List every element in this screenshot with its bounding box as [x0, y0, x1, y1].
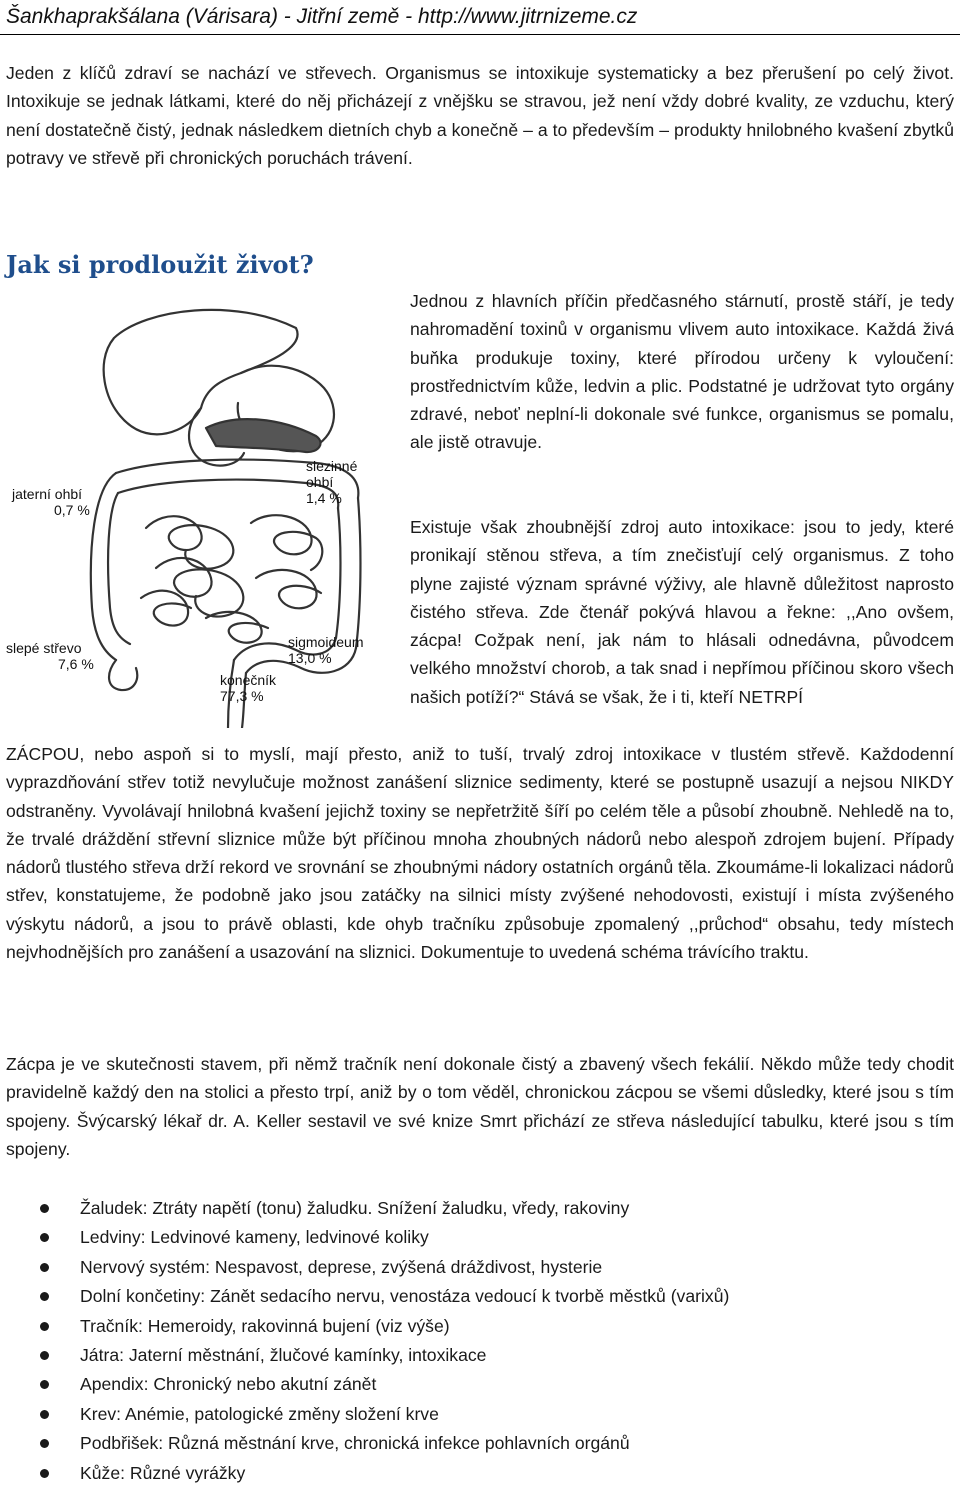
bullet-icon [40, 1322, 49, 1331]
list-item [0, 1459, 729, 1488]
body-paragraph-2: Zácpa je ve skutečnosti stavem, při němž tračník není dokonale čistý a zbavený všech fekálií. Někdo může tedy chodit pravidelně každý den na stolici a přesto trpí, aniž by o tom věděl, chronickou zácpou se všemi důsledky, které jsou s tím spojeny. Švýcarský lékař dr. A. Keller sestavil ve své knize Smrt přichází ze střeva následující tabulku, které jsou s tím spojeny. [6, 1054, 954, 1159]
side-paragraph-1: Jednou z hlavních příčin předčasného stárnutí, prostě stáří, je tedy nahromadění toxinů v organismu vlivem auto intoxikace. Každá živá buňka produkuje toxiny, které přírodou určeny k vyloučení: prostřednictvím kůže, ledvin a plic. Podstatné je udržovat tyto orgány zdravé, neboť neplní-li dokonale své funkce, organismus se pomalu, ale jistě otravuje. [410, 291, 954, 453]
figure-label-value: 0,7 % [54, 502, 90, 518]
figure-label-value: 1,4 % [306, 490, 342, 506]
bullet-icon [40, 1410, 49, 1419]
bullet-icon [40, 1469, 49, 1478]
list-item-text: Žaludek: Ztráty napětí (tonu) žaludku. Snížení žaludku, vředy, rakoviny [80, 1198, 630, 1218]
side-paragraph-2: Existuje však zhoubnější zdroj auto intoxikace: jsou to jedy, které pronikají stěnou střeva, a tím znečisťují celý organismus. Z toho plyne zajisté význam správné výživy, ale hlavně důležitost naprosto čistého střeva. Zde čtenář pokývá hlavou a řekne: ,,Ano ovšem, zácpa! Cožpak není, jak nám to hlásali odnedávna, původcem velkého množství chorob, a tak snad i nepřímou příčinou skoro všech našich potíží?“ Stává se však, že i ti, kteří NETRPÍ [410, 517, 954, 707]
figure-label-value: 77,3 % [220, 688, 264, 704]
page-header-title: Šankhaprakšálana (Várisara) - Jitřní země - http://www.jitrnizeme.cz [6, 5, 638, 28]
list-item-text: Tračník: Hemeroidy, rakovinná bujení (viz výše) [80, 1315, 450, 1336]
bullet-icon [40, 1439, 49, 1448]
list-item-text: Dolní končetiny: Zánět sedacího nervu, venostáza vedoucí k tvorbě městků (varixů) [80, 1286, 730, 1307]
list-item-text: Ledviny: Ledvinové kameny, ledvinové koliky [80, 1227, 429, 1248]
figure-label-text: slepé střevo [6, 640, 82, 656]
bullet-icon [40, 1204, 49, 1213]
list-item-text: Krev: Anémie, patologické změny složení krve [80, 1403, 439, 1424]
list-item-text: Apendix: Chronický nebo akutní zánět [80, 1374, 377, 1395]
figure-label-value: 7,6 % [58, 656, 94, 672]
list-item [0, 1282, 729, 1311]
bullet-icon [40, 1351, 49, 1360]
bullet-icon [40, 1380, 49, 1389]
list-item-text: Játra: Jaterní městnání, žlučové kamínky, intoxikace [80, 1345, 487, 1366]
figure-label-text: slezinné [306, 458, 358, 474]
list-item [0, 1223, 729, 1252]
figure-label-jaterni-ohbi [12, 486, 90, 518]
figure-label-slepe-strevo [6, 640, 94, 672]
figure-label-text: konečník [220, 672, 277, 688]
digestive-tract-figure [6, 288, 402, 728]
list-item [0, 1312, 729, 1341]
list-item [0, 1194, 729, 1223]
figure-label-slezinne-ohbi [306, 458, 357, 506]
bullet-icon [40, 1263, 49, 1272]
list-item [0, 1400, 729, 1429]
list-item [0, 1429, 729, 1458]
list-item [0, 1370, 729, 1399]
list-item-text: Kůže: Různé vyrážky [80, 1462, 246, 1483]
figure-label-text: jaterní ohbí [12, 486, 83, 502]
figure-label-konecnik [220, 672, 276, 704]
list-item-text: Podbřišek: Různá městnání krve, chronická infekce pohlavních orgánů [80, 1433, 630, 1454]
figure-label-text: ohbí [306, 474, 334, 490]
symptom-list [0, 1194, 729, 1488]
list-item [0, 1341, 729, 1370]
section-heading: Jak si prodloužit život? [6, 250, 314, 279]
body-paragraph-1: ZÁCPOU, nebo aspoň si to myslí, mají přesto, aniž to tuší, trvalý zdroj intoxikace v tlustém střevě. Každodenní vyprazdňování střev totiž nevylučuje možnost zanášení sliznice sedimenty, které se postupně usazují a nejsou NIKDY odstraněny. Vyvolávají hnilobná kvašení jejichž toxiny se nepřetržitě šíří po celém těle a působí zhoubně. Nehledě na to, že trvalé dráždění střevní sliznice může být příčinou mnoha zhoubných nádorů nebo alespoň zdrojem bujení. Případy nádorů tlustého střeva drží rekord ve srovnání se zhoubnými nádory ostatních orgánů těla. Zkoumáme-li lokalizaci nádorů střev, konstatujeme, že podobně jako jsou zatáčky na silnici místy zvýšené nehodovosti, existují i místa zvýšeného výskytu nádorů, a jsou to právě oblasti, kde ohyb tračníku způsobuje zpomalený ,,průchod“ obsahu, tedy místech nejvhodnějších pro zanášení a usazování na sliznici. Dokumentuje to uvedená schéma trávícího traktu. [6, 744, 954, 963]
bullet-icon [40, 1292, 49, 1301]
figure-label-sigmoideum [288, 634, 363, 666]
header-divider [0, 34, 960, 35]
intro-paragraph: Jeden z klíčů zdraví se nachází ve střevech. Organismus se intoxikuje systematicky a bez přerušení po celý život. Intoxikuje se jednak látkami, které do něj přicházejí z vnějšku se stravou, jež není vždy dobré kvality, ze vzduchu, který není dostatečně čistý, jednak následkem dietních chyb a konečně – a to především – produkty hnilobného kvašení zbytků potravy ve střevě při chronických poruchách trávení. [6, 63, 954, 168]
figure-label-value: 13,0 % [288, 650, 332, 666]
list-item [0, 1253, 729, 1282]
liver-shape [104, 310, 298, 434]
figure-label-text: sigmoideum [288, 634, 364, 650]
list-item-text: Nervový systém: Nespavost, deprese, zvýšená dráždivost, hysterie [80, 1256, 603, 1277]
bullet-icon [40, 1233, 49, 1242]
